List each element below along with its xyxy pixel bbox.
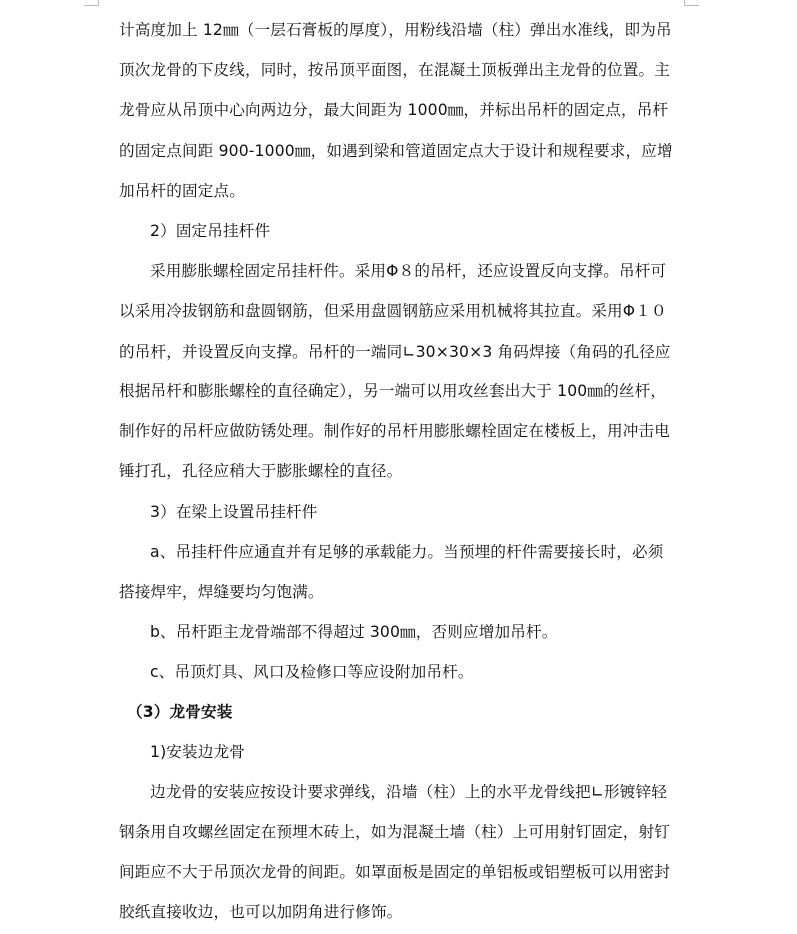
text-line: 采用膨胀螺栓固定吊挂杆件。采用Φ８的吊杆，还应设置反向支撑。吊杆可 <box>150 262 667 280</box>
text-line: 锤打孔，孔径应稍大于膨胀螺栓的直径。 <box>119 462 403 480</box>
subheading-beam-hanger: 3）在梁上设置吊挂杆件 <box>150 503 318 521</box>
text-line: 搭接焊牢，焊缝要均匀饱满。 <box>119 583 324 601</box>
text-line: 的吊杆，并设置反向支撑。吊杆的一端同∟30×30×3 角码焊接（角码的孔径应 <box>119 343 671 361</box>
text-line: 胶纸直接收边，也可以加阴角进行修饰。 <box>119 903 403 921</box>
list-item-c: c、吊顶灯具、风口及检修口等应设附加吊杆。 <box>150 663 474 681</box>
list-item-b: b、吊杆距主龙骨端部不得超过 300㎜，否则应增加吊杆。 <box>150 623 558 641</box>
subheading-fixed-hanger: 2）固定吊挂杆件 <box>150 222 271 240</box>
text-line: 顶次龙骨的下皮线，同时，按吊顶平面图，在混凝土顶板弹出主龙骨的位置。主 <box>119 61 671 79</box>
text-line: 计高度加上 12㎜（一层石膏板的厚度），用粉线沿墙（柱）弹出水准线，即为吊 <box>119 21 672 39</box>
page-corner-mark-right <box>684 0 699 6</box>
subheading-edge-keel: 1)安装边龙骨 <box>150 743 246 761</box>
text-line: 龙骨应从吊顶中心向两边分，最大间距为 1000㎜，并标出吊杆的固定点，吊杆 <box>119 101 669 119</box>
text-line: 钢条用自攻螺丝固定在预埋木砖上，如为混凝土墙（柱）上可用射钉固定，射钉 <box>119 823 671 841</box>
text-line: 以采用冷拔钢筋和盘圆钢筋，但采用盘圆钢筋应采用机械将其拉直。采用Φ１０ <box>119 302 667 320</box>
text-line: 间距应不大于吊顶次龙骨的间距。如罩面板是固定的单铝板或铝塑板可以用密封 <box>119 863 671 881</box>
text-line: 边龙骨的安装应按设计要求弹线，沿墙（柱）上的水平龙骨线把∟形镀锌轻 <box>150 783 668 801</box>
text-line: 制作好的吊杆应做防锈处理。制作好的吊杆用膨胀螺栓固定在楼板上，用冲击电 <box>119 422 671 440</box>
text-line: 加吊杆的固定点。 <box>119 182 245 200</box>
section-heading-keel-installation: （3）龙骨安装 <box>127 703 233 721</box>
page-corner-mark-left <box>84 0 99 6</box>
text-line: 根据吊杆和膨胀螺栓的直径确定），另一端可以用攻丝套出大于 100㎜的丝杆， <box>119 382 667 400</box>
text-line: 的固定点间距 900-1000㎜，如遇到梁和管道固定点大于设计和规程要求，应增 <box>119 142 673 160</box>
list-item-a: a、吊挂杆件应通直并有足够的承载能力。当预埋的杆件需要接长时，必须 <box>150 543 664 561</box>
